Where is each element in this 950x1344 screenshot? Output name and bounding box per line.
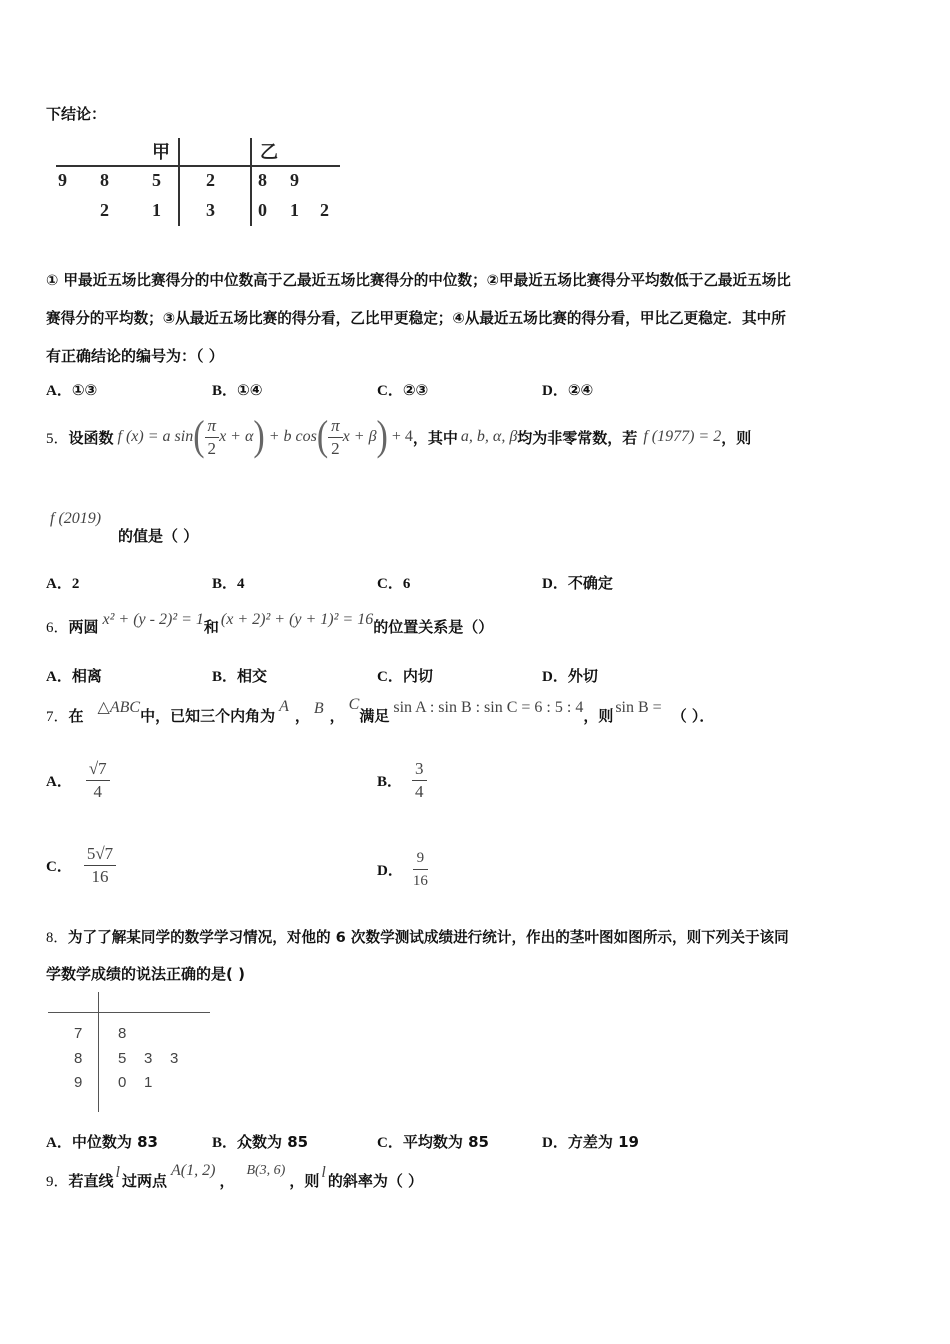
q4-line-3: 有正确结论的编号为：（ ） [46,347,224,365]
q5-line-2: 的值是（ ） [118,527,199,545]
q6-option-d[interactable]: D．外切 [542,667,598,685]
q7-line [46,693,714,737]
q9-mid: 过两点 [121,1171,167,1190]
q5-frac-1: $\frac{\pi}{2}$ [205,415,220,460]
paren-open: ( [316,413,329,460]
q5-params: a, b, α, β [460,428,518,445]
q6-lead: 两圆 [68,617,99,636]
q5-function-lhs: f (x) = a sin [117,428,194,445]
q5-lead: 设函数 [68,428,114,447]
leaf-cell: 3 [170,1050,179,1067]
q4-line-2: 赛得分的平均数；③从最近五场比赛的得分看，乙比甲更稳定；④从最近五场比赛的得分看，甲比乙更稳定．其中所 [46,310,786,327]
q5-plus4: + 4 [391,428,413,445]
q9-line [46,1160,423,1200]
q8-option-c[interactable]: C．平均数为 85 [377,1133,489,1151]
header-yi: 乙 [260,142,278,162]
q9-point-a: A(1, 2) [171,1162,216,1179]
q4-option-b[interactable]: B．①④ [212,381,263,399]
leaf-cell: 2 [100,200,109,220]
leaf-cell: 0 [118,1074,127,1091]
q5-option-c[interactable]: C．6 [377,576,411,592]
q6-number: 6． [46,619,69,636]
table-vline-left [178,138,180,226]
q7-angle-c: C [348,696,360,713]
q5-tail: ，则 [721,428,752,447]
q5-f2019: f (2019) [50,510,102,527]
table-vline [98,992,99,1112]
stem-cell: 9 [74,1074,83,1091]
stem-leaf-table-2 [46,992,216,1114]
leaf-cell: 0 [258,200,267,220]
q9-line-l-2: l [321,1164,326,1181]
q7-option-a[interactable]: A． $\frac{√7}{4}$ [46,758,110,803]
q7-angle-b: B [313,700,324,717]
q7-option-b-frac: $\frac{3}{4}$ [412,758,427,803]
leaf-cell: 2 [320,200,329,220]
q5-option-b[interactable]: B．4 [212,576,245,592]
q9-number: 9． [46,1173,69,1190]
q7-sinb: sin B = [615,699,662,716]
paren-open: ( [193,413,205,460]
q5-bcos: + b cos [268,428,317,445]
q5-number: 5． [46,430,69,447]
leaf-cell: 1 [152,200,161,220]
separator: ， [329,706,345,725]
q5-option-a[interactable]: A．2 [46,576,80,592]
q5-frac-2: $\frac{\pi}{2}$ [328,415,343,460]
intro-text: 下结论： [46,105,107,123]
q6-option-c[interactable]: C．内切 [377,667,433,685]
q9-tail: 的斜率为（ ） [327,1171,424,1190]
q9-line-l: l [115,1164,120,1181]
q5-line-1 [46,412,751,462]
table-vline-right [250,138,252,226]
q7-ratio: sin A : sin B : sin C = 6 : 5 : 4 [393,699,584,716]
q9-lead: 若直线 [68,1171,114,1190]
q7-then: ，则 [583,706,614,725]
q7-lead: 在 [68,706,84,725]
stem-cell: 7 [74,1025,83,1042]
leaf-cell: 9 [290,170,299,190]
q8-line-1: 8．为了了解某同学的数学学习情况，对他的 6 次数学测试成绩进行统计，作出的茎叶图如图所示，则下列关于该同 [46,929,789,946]
q7-option-a-frac: $\frac{√7}{4}$ [86,758,110,803]
q5-mid: ，其中 [412,428,458,447]
q8-line-2: 学数学成绩的说法正确的是( ) [46,965,245,983]
leaf-cell: 8 [100,170,109,190]
q7-mid: 中，已知三个内角为 [140,706,276,725]
q4-option-a[interactable]: A．①③ [46,381,98,399]
q6-circle-2: (x + 2)² + (y + 1)² = 16 [220,611,374,628]
q7-option-c-frac: $\frac{5√7}{16}$ [84,843,116,888]
separator: ， [294,706,310,725]
q6-line [46,606,493,646]
stem-cell: 3 [206,200,215,220]
q4-option-d[interactable]: D．②④ [542,381,594,399]
paren-close: ) [376,413,388,460]
leaf-cell: 9 [58,170,67,190]
q7-option-d[interactable]: D． $\frac{9}{16}$ [377,847,428,892]
q9-point-b: B(3, 6) [246,1163,286,1178]
q8-option-d[interactable]: D．方差为 19 [542,1133,639,1151]
q6-tail: 的位置关系是（） [373,617,494,636]
stem-cell: 8 [74,1050,83,1067]
header-jia: 甲 [152,142,170,162]
q5-condition: f (1977) = 2 [643,428,722,445]
q7-option-c[interactable]: C． $\frac{5√7}{16}$ [46,843,116,888]
q7-satisfy: 满足 [359,706,390,725]
q6-option-b[interactable]: B．相交 [212,667,268,685]
leaf-cell: 5 [118,1050,127,1067]
table-hline [48,1012,210,1013]
leaf-cell: 8 [258,170,267,190]
q7-angle-a: A [279,698,289,715]
q5-arg-2: x + β [342,428,377,445]
q7-tail: （ ）． [671,706,715,725]
q9-then: ，则 [289,1171,320,1190]
leaf-cell: 8 [118,1025,127,1042]
q6-and: 和 [203,617,219,636]
leaf-cell: 5 [152,170,161,190]
leaf-cell: 3 [144,1050,153,1067]
table-hline [56,165,340,167]
q8-option-b[interactable]: B．众数为 85 [212,1133,309,1151]
q5-option-d[interactable]: D．不确定 [542,574,613,592]
q5-mid2: 均为非零常数，若 [517,428,638,447]
leaf-cell: 1 [144,1074,153,1091]
q6-option-a[interactable]: A．相离 [46,667,102,685]
q4-option-c[interactable]: C．②③ [377,381,429,399]
stem-cell: 2 [206,170,215,190]
q7-triangle: △ABC [97,699,141,716]
q6-circle-1: x² + (y - 2)² = 1 [102,611,204,628]
q7-option-d-frac: $\frac{9}{16}$ [413,847,428,892]
q7-option-b[interactable]: B． $\frac{3}{4}$ [377,758,427,803]
separator: ， [219,1171,235,1190]
stem-leaf-table-1 [52,134,352,234]
leaf-cell: 1 [290,200,299,220]
q4-line-1: ① 甲最近五场比赛得分的中位数高于乙最近五场比赛得分的中位数；②甲最近五场比赛得分平均数低于乙最近五场比 [46,272,791,289]
q8-option-a[interactable]: A．中位数为 83 [46,1133,158,1151]
q7-number: 7． [46,708,69,725]
q5-arg-1: x + α [219,428,254,445]
paren-close: ) [253,413,265,460]
